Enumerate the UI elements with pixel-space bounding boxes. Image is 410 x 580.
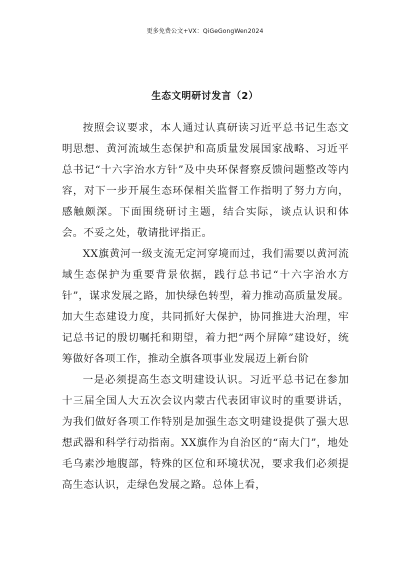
header-note: 更多免费公文+VX：QiGeGongWen2024 [146, 28, 264, 35]
paragraph-intro: 按照会议要求，本人通过认真研读习近平总书记生态文明思想、黄河流域生态保护和高质量发展国家战略、习近平总书记“十六字治水方针”及中央环保督察反馈问题整改等内容，对下一步开展生态环保相关监督工作指明了努力方向，感触颇深。下面围绕研讨主题，结合实际，谈点认识和体会。不妥之处，敬请批评指正。 [62, 122, 349, 239]
document-body [62, 118, 349, 496]
paragraph-point-one: 一是必须提高生态文明建设认识。习近平总书记在参加十三届全国人大五次会议内蒙古代表团审议时的重要讲话，为我们做好各项工作特别是加强生态文明建设提供了强大思想武器和科学行动指南。XX旗作为自治区的“南大门”，地处毛乌素沙地腹部，特殊的区位和环境状况，要求我们必须提高生态认识，走绿色发展之路。总体上看， [62, 374, 349, 491]
paragraph-context: XX旗黄河一级支流无定河穿境而过，我们需要以黄河流域生态保护为重要背景依据，践行总书记“十六字治水方针”，谋求发展之路，加快绿色转型，着力推动高质量发展。加大生态建设力度，共同抓好大保护，协同推进大治理，牢记总书记的殷切嘱托和期望，着力把“两个屏障”建设好，统筹做好各项工作，推动全旗各项事业发展迈上新台阶 [62, 248, 349, 365]
page-title: 生态文明研讨发言（2） [151, 91, 259, 102]
